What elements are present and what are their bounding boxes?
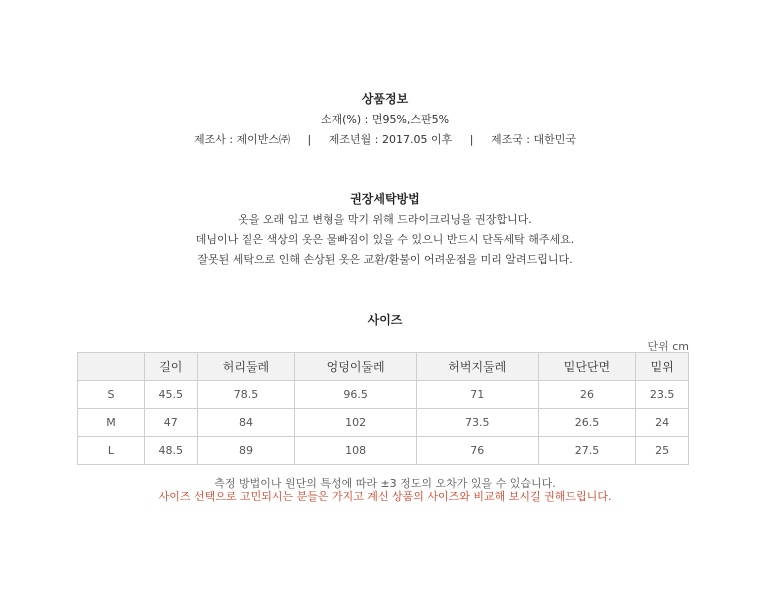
manufacture-date: 제조년월 : 2017.05 이후 bbox=[328, 133, 453, 146]
table-cell: 108 bbox=[295, 437, 417, 465]
table-cell: 26.5 bbox=[538, 409, 636, 437]
washing-line: 옷을 오래 입고 변형을 막기 위해 드라이크리닝을 권장합니다. bbox=[238, 213, 532, 226]
washing-title: 권장세탁방법 bbox=[350, 192, 420, 206]
column-header: 밑단단면 bbox=[538, 353, 636, 381]
table-cell: 48.5 bbox=[145, 437, 198, 465]
size-title: 사이즈 bbox=[367, 313, 403, 327]
size-table bbox=[77, 352, 689, 465]
size-warning: 사이즈 선택으로 고민되시는 분들은 가지고 계신 상품의 사이즈와 비교해 보시길 권해드립니다. bbox=[158, 490, 612, 503]
table-cell: 73.5 bbox=[416, 409, 538, 437]
washing-line: 잘못된 세탁으로 인해 손상된 옷은 교환/환불이 어려운점을 미리 알려드립니다. bbox=[197, 253, 573, 266]
column-header bbox=[78, 353, 145, 381]
country: 제조국 : 대한민국 bbox=[490, 133, 577, 146]
manufacturer: 제조사 : 제이반스㈜ bbox=[193, 133, 291, 146]
table-cell: 45.5 bbox=[145, 381, 198, 409]
unit-label: 단위 cm bbox=[647, 340, 689, 353]
table-cell: 89 bbox=[197, 437, 295, 465]
table-cell: 84 bbox=[197, 409, 295, 437]
material-line: 소재(%) : 면95%,스판5% bbox=[320, 113, 450, 126]
table-header-row bbox=[78, 353, 689, 381]
table-cell: 27.5 bbox=[538, 437, 636, 465]
table-row bbox=[78, 409, 689, 437]
separator: | bbox=[469, 133, 474, 146]
measurement-note: 측정 방법이나 원단의 특성에 따라 ±3 정도의 오차가 있을 수 있습니다. bbox=[214, 477, 556, 490]
table-cell: 102 bbox=[295, 409, 417, 437]
size-label: M bbox=[78, 409, 145, 437]
size-label: S bbox=[78, 381, 145, 409]
column-header: 허벅지둘레 bbox=[416, 353, 538, 381]
table-cell: 96.5 bbox=[295, 381, 417, 409]
column-header: 엉덩이둘레 bbox=[295, 353, 417, 381]
table-cell: 24 bbox=[636, 409, 689, 437]
washing-line: 데님이나 짙은 색상의 옷은 물빠짐이 있을 수 있으니 반드시 단독세탁 해주세요. bbox=[195, 233, 575, 246]
table-cell: 78.5 bbox=[197, 381, 295, 409]
column-header: 허리둘레 bbox=[197, 353, 295, 381]
table-cell: 71 bbox=[416, 381, 538, 409]
table-cell: 25 bbox=[636, 437, 689, 465]
column-header: 밑위 bbox=[636, 353, 689, 381]
column-header: 길이 bbox=[145, 353, 198, 381]
table-row bbox=[78, 437, 689, 465]
table-cell: 26 bbox=[538, 381, 636, 409]
table-cell: 23.5 bbox=[636, 381, 689, 409]
manufacturer-line bbox=[0, 131, 770, 147]
table-cell: 76 bbox=[416, 437, 538, 465]
size-label: L bbox=[78, 437, 145, 465]
separator: | bbox=[307, 133, 312, 146]
table-row bbox=[78, 381, 689, 409]
product-info-title: 상품정보 bbox=[361, 92, 409, 106]
table-cell: 47 bbox=[145, 409, 198, 437]
